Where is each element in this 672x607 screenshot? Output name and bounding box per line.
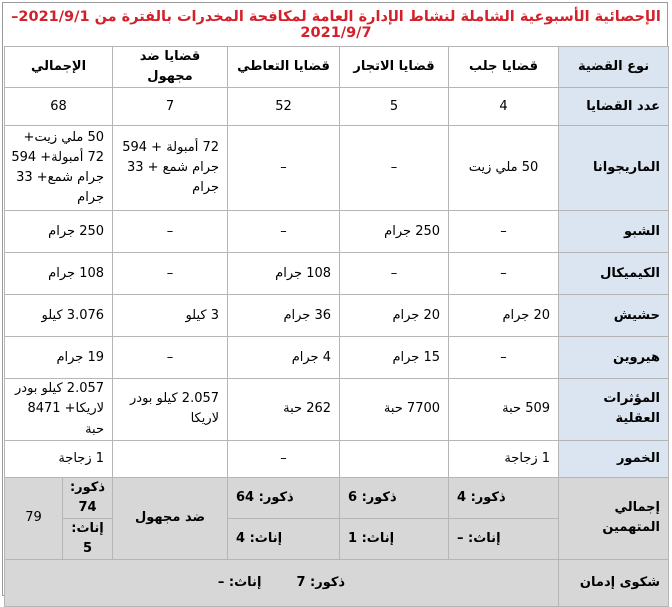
table-row (5, 211, 669, 253)
row-label: المؤثرات العقلية (559, 379, 669, 440)
cell-unknown (113, 440, 228, 477)
cell-taati: – (228, 440, 340, 477)
cell-taati: 108 جرام (228, 253, 340, 295)
report-title: الإحصائية الأسبوعية الشاملة لنشاط الإدارة العامة لمكافحة المخدرات بالفترة من 2021/9/1–2021/9/7 (11, 9, 661, 41)
accused-total-sum: 79 (5, 477, 63, 560)
row-label: الماريجوانا (559, 126, 669, 211)
addiction-label: شكوى إدمان (559, 560, 669, 607)
accused-label: إجمالي المتهمين (559, 477, 669, 560)
cell-jalb: 20 جرام (449, 295, 559, 337)
cell-unknown: – (113, 211, 228, 253)
cell-unknown: 3 كيلو (113, 295, 228, 337)
cell-jalb: 1 زجاجة (449, 440, 559, 477)
cell-jalb: 4 (449, 88, 559, 126)
cell-itjar: 7700 حبة (340, 379, 449, 440)
cell-itjar: 5 (340, 88, 449, 126)
table-row (5, 440, 669, 477)
cell-unknown: – (113, 337, 228, 379)
accused-unknown: ضد مجهول (113, 477, 228, 560)
row-label: الشبو (559, 211, 669, 253)
accused-total-male: ذكور: 74 (63, 477, 113, 518)
addiction-male: ذكور: 7 (296, 575, 346, 591)
header-case-type: نوع القضية (559, 47, 669, 88)
row-label: عدد القضايا (559, 88, 669, 126)
cell-jalb: – (449, 253, 559, 295)
table-row (5, 88, 669, 126)
cell-total: 19 جرام (5, 337, 113, 379)
accused-jalb-male: ذكور: 4 (449, 477, 559, 518)
table-row (5, 337, 669, 379)
cell-itjar: 15 جرام (340, 337, 449, 379)
drug-statistics-table (4, 46, 669, 607)
cell-jalb: 509 حبة (449, 379, 559, 440)
header-total: الإجمالي (5, 47, 113, 88)
cell-total: 2.057 كيلو بودر لاريكا+ 8471 حبة (5, 379, 113, 440)
cell-total: 108 جرام (5, 253, 113, 295)
header-row (5, 47, 669, 88)
cell-total: 50 ملي زيت+ 72 أمبولة+ 594 جرام شمع+ 33 جرام (5, 126, 113, 211)
cell-total: 250 جرام (5, 211, 113, 253)
table-row (5, 253, 669, 295)
cell-taati: 52 (228, 88, 340, 126)
accused-jalb-female: إناث: – (449, 518, 559, 559)
cell-itjar: 250 جرام (340, 211, 449, 253)
cell-unknown: 7 (113, 88, 228, 126)
row-label: هيروين (559, 337, 669, 379)
accused-total-female: إناث: 5 (63, 518, 113, 559)
row-label: الكيميكال (559, 253, 669, 295)
cell-itjar (340, 440, 449, 477)
accused-row-male (5, 477, 669, 518)
header-jalb: قضايا جلب (449, 47, 559, 88)
cell-unknown: 2.057 كيلو بودر لاريكا (113, 379, 228, 440)
table-row (5, 379, 669, 440)
header-taati: قضايا التعاطي (228, 47, 340, 88)
cell-taati: 262 حبة (228, 379, 340, 440)
addiction-female: إناث: – (217, 575, 262, 591)
cell-jalb: 50 ملي زيت (449, 126, 559, 211)
accused-taati-female: إناث: 4 (228, 518, 340, 559)
header-unknown: قضايا ضد مجهول (113, 47, 228, 88)
row-label: حشيش (559, 295, 669, 337)
cell-taati: 4 جرام (228, 337, 340, 379)
accused-itjar-female: إناث: 1 (340, 518, 449, 559)
cell-total: 3.076 كيلو (5, 295, 113, 337)
cell-itjar: 20 جرام (340, 295, 449, 337)
cell-itjar: – (340, 126, 449, 211)
cell-jalb: – (449, 337, 559, 379)
table-row (5, 126, 669, 211)
table-row (5, 295, 669, 337)
cell-taati: – (228, 211, 340, 253)
header-itjar: قضايا الاتجار (340, 47, 449, 88)
cell-total: 1 زجاجة (5, 440, 113, 477)
accused-itjar-male: ذكور: 6 (340, 477, 449, 518)
cell-itjar: – (340, 253, 449, 295)
cell-taati: 36 جرام (228, 295, 340, 337)
accused-taati-male: ذكور: 64 (228, 477, 340, 518)
cell-jalb: – (449, 211, 559, 253)
cell-total: 68 (5, 88, 113, 126)
cell-unknown: 72 أمبولة + 594 جرام شمع + 33 جرام (113, 126, 228, 211)
row-label: الخمور (559, 440, 669, 477)
cell-taati: – (228, 126, 340, 211)
cell-unknown: – (113, 253, 228, 295)
